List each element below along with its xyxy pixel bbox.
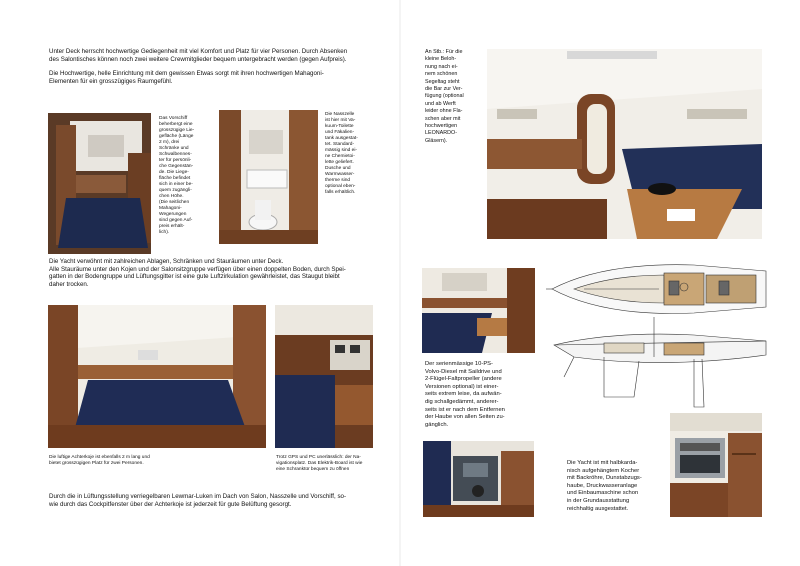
caption-line: vigationsplatz. Das Elektrik-Board ist wie	[276, 461, 363, 466]
caption-line: Mahagoni-	[159, 206, 182, 211]
engine-caption	[425, 361, 535, 429]
engine-photo	[423, 441, 534, 517]
caption-line: nisch aufgehängtem Kocher	[567, 467, 640, 474]
caption-line: falls erhältlich.	[325, 190, 356, 195]
caption-line: bietet grosszügigen Platz für zwei Personen.	[49, 461, 144, 466]
caption-line: Der serienmässige 10-PS-	[425, 361, 493, 367]
caption-line: Die Nasszelle	[325, 112, 355, 117]
caption-line: nem schönen	[425, 71, 458, 78]
text-line: Elementen für ein grosszügiges Raumgefühl.	[49, 77, 173, 85]
caption-line: gefläche (Länge	[159, 134, 194, 139]
caption-line: Die Yacht ist mit halbkarda-	[567, 460, 638, 466]
caption-line: fügung (optional	[425, 93, 464, 100]
head-photo	[219, 110, 318, 244]
ventilation-text	[49, 493, 374, 508]
caption-line: (Die seitlichen	[159, 200, 190, 205]
caption-line: therme sind	[325, 178, 351, 183]
caption-line: Das Vorschiff	[159, 116, 188, 121]
caption-line: che Gegenstän-	[159, 164, 194, 169]
caption-line: und Fäkalien-	[325, 130, 355, 135]
caption-line: der Haube von allen Seiten zu-	[425, 414, 505, 421]
head-caption	[325, 112, 375, 196]
text-line: Die Hochwertige, helle Einrichtung mit dem gewissen Etwas sorgt mit ihren hochwertigen Mahagoni-	[49, 70, 324, 78]
caption-line: tet. Standard-	[325, 142, 355, 147]
text-line: Unter Deck herrscht hochwertige Gediegenheit mit viel Komfort und Platz für vier Personen. Durch Absenken	[49, 48, 348, 55]
caption-line: Dusche und	[325, 166, 351, 171]
caption-line: nung nach ei-	[425, 63, 458, 70]
caption-line: Volvo-Diesel mit Saildrive und	[425, 368, 502, 375]
storage-text	[49, 258, 374, 288]
deck-plan-drawing	[544, 257, 770, 413]
nav-station-caption	[276, 455, 376, 473]
aft-berth-photo	[48, 305, 266, 448]
caption-line: preis erhält-	[159, 224, 185, 229]
caption-line: Schwalbennes-	[159, 152, 192, 157]
nav-station-photo	[275, 305, 373, 448]
caption-line: Wegerungen	[159, 212, 187, 217]
caption-line: beherbergt eine	[159, 122, 193, 127]
caption-line: mit Backröhre, Dunstabzugs-	[567, 475, 642, 482]
caption-line: leider ohne Fla-	[425, 108, 463, 115]
caption-line: 2 m), drei	[159, 140, 180, 145]
salon-table-photo	[422, 268, 535, 353]
aft-berth-caption	[49, 455, 249, 467]
caption-line: Versionen optional) ist einer-	[425, 383, 499, 390]
caption-line: schen aber mit	[425, 115, 461, 122]
caption-line: Die luftige Achterkoje ist ebenfalls 2 m lang und	[49, 455, 150, 460]
caption-line: reichhaltig ausgestattet.	[567, 505, 629, 512]
starboard-bar-caption	[425, 49, 483, 145]
text-line: daher trocken.	[49, 280, 89, 288]
caption-line: und ab Werft	[425, 100, 456, 107]
galley-caption	[567, 460, 657, 513]
caption-line: hochwertigen	[425, 123, 458, 130]
caption-line: ter für persönli-	[159, 158, 192, 163]
caption-line: seits extrem leise, da aufwän-	[425, 391, 502, 398]
caption-line: tank ausgestat-	[325, 136, 358, 141]
caption-line: mässig sind ei-	[325, 148, 357, 153]
caption-line: 2-Flügel-Faltpropeller (andere	[425, 376, 502, 383]
caption-line: grosszügige Lie-	[159, 128, 195, 133]
caption-line: ist hier mit Va-	[325, 118, 356, 123]
caption-line: die Bar zur Ver-	[425, 86, 463, 93]
caption-line: kleine Beloh-	[425, 56, 457, 63]
caption-line: Gläsern).	[425, 137, 448, 144]
text-line: Die Yacht verwöhnt mit zahlreichen Ablagen, Schränken und Stauräumen unter Deck.	[49, 258, 284, 265]
text-line: Durch die in Lüftungsstellung verriegelbaren Lewmar-Luken im Dach von Salon, Nasszelle und Vorschiff, so-	[49, 493, 347, 500]
text-line: gatten in der Bodengruppe und Lüftungsgitter ist eine gute Luftzirkulation gewährleistet, das Staugut bleibt	[49, 273, 340, 281]
caption-line: optional eben-	[325, 184, 356, 189]
caption-line: eine Schranktür bequem zu öffnen	[276, 467, 350, 472]
text-line: Alle Stauräume unter den Kojen und der Salonsitzgruppe verfügen über einen doppelten Boden, durch Spei-	[49, 265, 346, 273]
caption-line: Trotz GPS und PC unerlässlich: der Na-	[276, 455, 361, 460]
caption-line: lich).	[159, 230, 170, 235]
caption-line: in der Grundausstattung	[567, 497, 630, 504]
caption-line: de. Die Liege-	[159, 170, 189, 175]
salon-photo	[487, 49, 762, 239]
caption-line: dig schallgedämmt, anderer-	[425, 398, 499, 405]
forward-berth-photo	[48, 113, 151, 254]
caption-line: chen Höhe.	[159, 194, 184, 199]
caption-line: kuum-Toilette	[325, 124, 354, 129]
caption-line: fläche befindet	[159, 176, 191, 181]
caption-line: Segeltag steht	[425, 78, 460, 85]
caption-line: haube, Druckwasseranlage	[567, 482, 638, 489]
caption-line: ne Chemietoi-	[325, 154, 355, 159]
caption-line: sind gegen Auf-	[159, 218, 193, 223]
caption-line: lette geliefert.	[325, 160, 354, 165]
page-gutter	[399, 0, 401, 566]
caption-line: Schränke und	[159, 146, 189, 151]
caption-line: An Stb.: Für die	[425, 49, 463, 55]
caption-line: LEONARDO-	[425, 130, 458, 137]
caption-line: Warmwasser-	[325, 172, 355, 177]
forward-berth-caption	[159, 116, 209, 236]
caption-line: gänglich.	[425, 421, 449, 428]
caption-line: quem zugängli-	[159, 188, 192, 193]
intro-text	[49, 48, 374, 85]
galley-photo	[670, 413, 762, 517]
caption-line: und Einbaumaschine schon	[567, 490, 639, 497]
caption-line: seits ist er nach dem Entfernen	[425, 406, 505, 413]
text-line: des Salontisches können noch zwei weitere Crewmitglieder bequem untergebracht werden (gegen Aufpreis).	[49, 55, 347, 63]
text-line: wie durch das Cockpitfenster über der Achterkoje ist jederzeit für gute Belüftung gesorgt.	[49, 500, 292, 508]
caption-line: sich in einer be-	[159, 182, 193, 187]
